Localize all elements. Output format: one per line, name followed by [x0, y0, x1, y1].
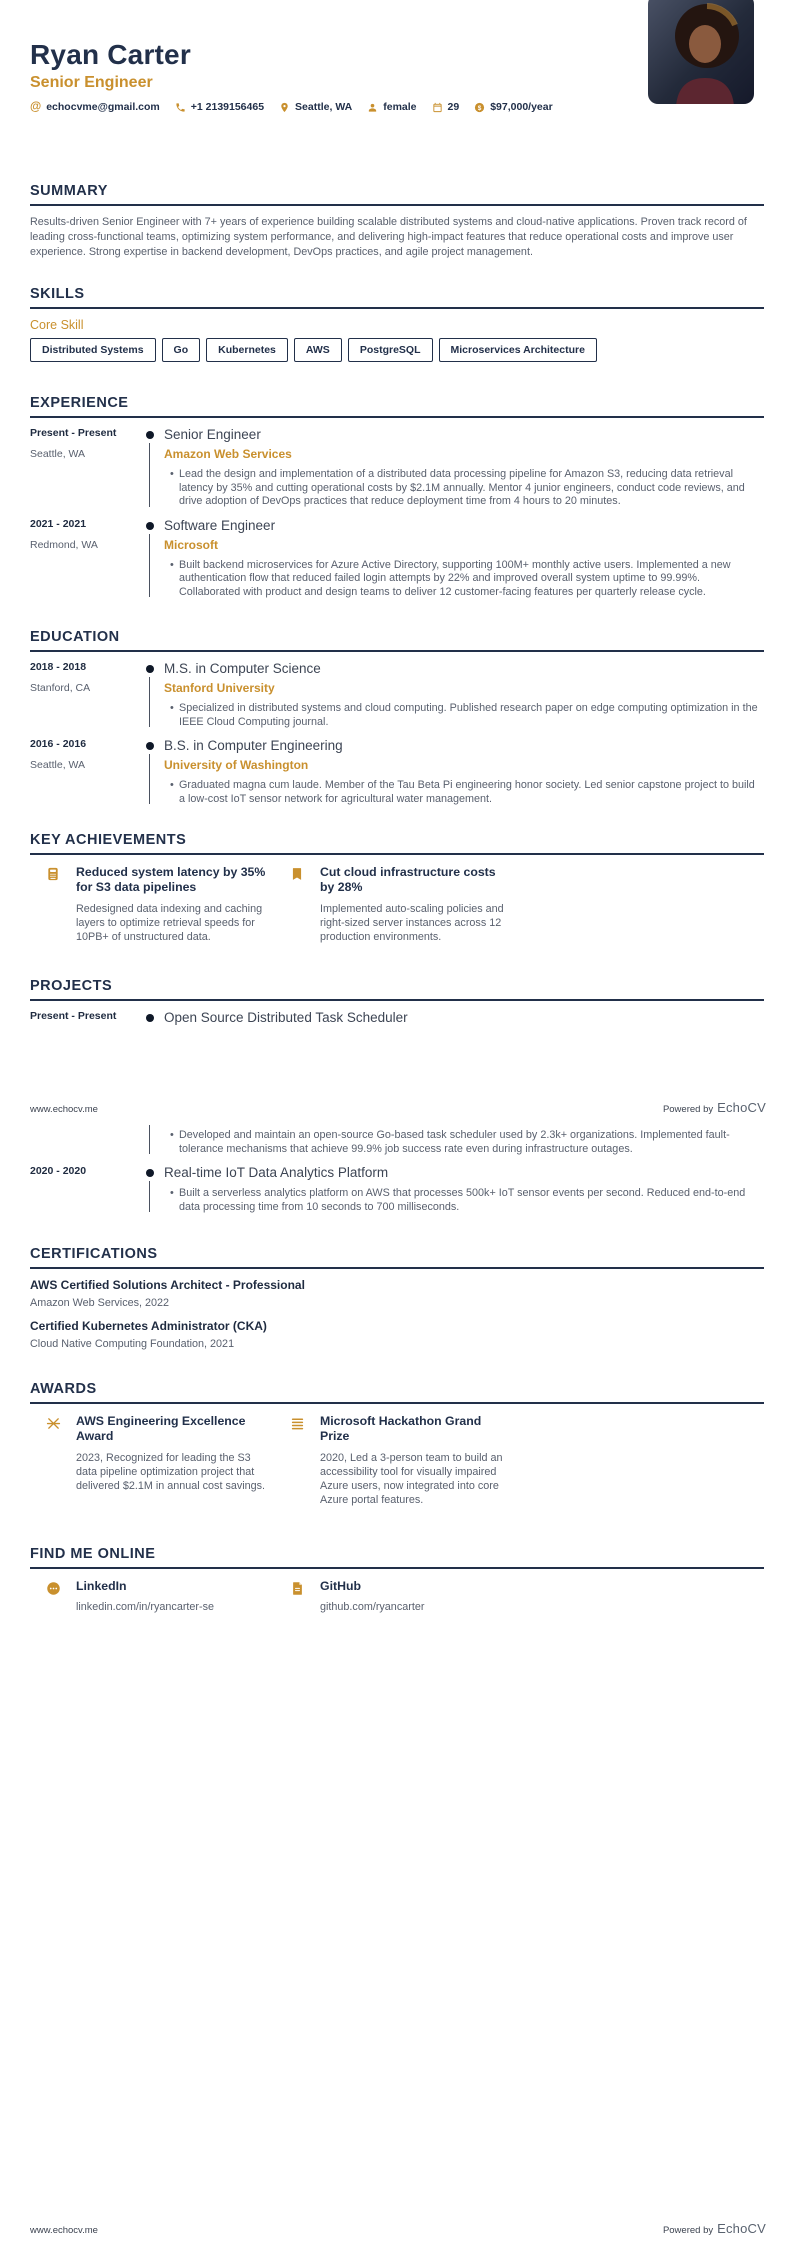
contact-email[interactable]: [30, 101, 160, 113]
section-skills: [30, 286, 764, 362]
online-profile-label: LinkedIn: [76, 1578, 127, 1593]
entry-meta: [30, 518, 140, 600]
online-grid: [30, 1579, 764, 1613]
entry-location: Stanford, CA: [30, 682, 91, 694]
summary-text: Results-driven Senior Engineer with 7+ years of experience building scalable distributed systems and cloud-native applications. Proven track record of leading cross-functional teams, optimizing system performance, and delivering high-impact features that reduce operational costs and improve user experience. Strong expertise in backend development, DevOps practices, and agile project management.: [30, 216, 747, 258]
entry-meta: [30, 1165, 140, 1214]
online-profile-url[interactable]: linkedin.com/in/ryancarter-se: [76, 1600, 215, 1613]
online-profile-text: [63, 1579, 268, 1613]
entry-school: Stanford University: [164, 681, 275, 695]
award-item: [30, 1414, 274, 1507]
entry-degree: M.S. in Computer Science: [164, 661, 321, 676]
entry-body: [160, 661, 764, 729]
contact-email-text: echocvme@gmail.com: [46, 101, 160, 113]
timeline-dot-icon: [146, 431, 154, 439]
section-education: [30, 629, 764, 806]
award-text: [307, 1414, 512, 1507]
entry-title: Software Engineer: [164, 517, 276, 533]
header: [30, 0, 764, 113]
timeline-dot-icon: [146, 1169, 154, 1177]
award-title: AWS Engineering Excellence Award: [76, 1414, 246, 1444]
entry-body: [160, 518, 764, 600]
award-item: [274, 1414, 518, 1507]
entry-school: University of Washington: [164, 758, 309, 772]
entry-body: [160, 1123, 764, 1156]
contact-phone[interactable]: [175, 101, 264, 113]
skill-tag: PostgreSQL: [348, 338, 433, 362]
entry-location: Seattle, WA: [30, 448, 86, 460]
footer-brand: EchoCV: [717, 2221, 766, 2236]
experience-entry: [30, 427, 764, 509]
footer-site-link[interactable]: www.echocv.me: [30, 1104, 98, 1115]
skill-tags: [30, 338, 764, 362]
section-certifications: [30, 1246, 764, 1351]
award-text: [63, 1414, 268, 1507]
contact-gender: [367, 101, 416, 113]
contact-location: [279, 101, 352, 113]
entry-company: Microsoft: [164, 537, 218, 552]
contact-age: [432, 101, 460, 113]
education-heading: EDUCATION: [30, 629, 764, 652]
skill-tag: AWS: [294, 338, 342, 362]
skills-group-label: Core Skill: [30, 318, 84, 332]
timeline-line: [149, 1181, 150, 1212]
section-experience: [30, 395, 764, 599]
timeline: [140, 1010, 160, 1026]
online-profile-text: [307, 1579, 512, 1613]
entry-meta: [30, 427, 140, 509]
footer-powered-prefix: Powered by: [662, 2225, 714, 2236]
entry-dates: 2018 - 2018: [30, 661, 87, 673]
skill-tag: Kubernetes: [206, 338, 288, 362]
entry-dates: 2021 - 2021: [30, 517, 87, 530]
page-footer: [30, 1100, 766, 1115]
achievement-description: Redesigned data indexing and caching layers to optimize retrieval speeds for 10PB+ of unstructured data.: [76, 903, 263, 943]
certifications-heading: CERTIFICATIONS: [30, 1246, 764, 1269]
section-projects: [30, 978, 764, 1214]
timeline: [140, 1165, 160, 1214]
entry-dates: 2020 - 2020: [30, 1165, 87, 1178]
entry-dates: Present - Present: [30, 1010, 117, 1023]
award-description: 2020, Led a 3-person team to build an accessibility tool for visually impaired Azure users, now integrated into core Azure portal features.: [320, 1452, 503, 1506]
timeline: [140, 1123, 160, 1156]
online-profile-label: GitHub: [320, 1578, 361, 1593]
timeline: [140, 738, 160, 806]
entry-bullet: • Built backend microservices for Azure Active Directory, supporting 100M+ monthly active users. Implemented a new authentication flow that reduced failed login attempts by 22% and improved overall system uptime to 99.99%. Collaborated with product and design teams to deliver 12 customer-facing features per quarterly release cycle.: [170, 559, 759, 600]
person-job-title: Senior Engineer: [30, 74, 153, 91]
skill-tag: Microservices Architecture: [439, 338, 597, 362]
entry-bullet: • Specialized in distributed systems and cloud computing. Published research paper on edge computing optimization in the IEEE Cloud Computing journal.: [170, 702, 759, 729]
svg-text:$: $: [477, 104, 482, 112]
achievement-description: Implemented auto-scaling policies and right-sized server instances across 12 production environments.: [320, 903, 504, 943]
person-name: Ryan Carter: [30, 39, 191, 70]
page-footer: [30, 2221, 766, 2236]
timeline-line: [149, 1125, 150, 1154]
entry-bullet: • Developed and maintain an open-source Go-based task scheduler used by 2.3k+ organizations. Implemented fault-tolerance mechanisms that achieve 99.9% job success rate even during infrastructure outages.: [170, 1129, 759, 1156]
entry-dates: 2016 - 2016: [30, 738, 87, 750]
achievement-text: [63, 865, 268, 944]
timeline-line: [149, 534, 150, 598]
achievement-item: [274, 865, 518, 944]
footer-powered: [663, 1100, 766, 1115]
timeline-dot-icon: [146, 522, 154, 530]
key-achievements-heading: KEY ACHIEVEMENTS: [30, 832, 764, 855]
timeline-line: [149, 443, 150, 507]
entry-bullet: • Lead the design and implementation of a distributed data processing pipeline for Amazon S3, reducing data retrieval latency by 35% and cutting operational costs by $2.1M annually. Mentor 4 junior engineers, conduct code reviews, and drive adoption of DevOps practices that reduce deployment time from 4 hours to 20 minutes.: [170, 468, 759, 509]
achievement-text: [307, 865, 512, 944]
footer-site-link[interactable]: www.echocv.me: [30, 2225, 98, 2236]
online-profile-github: [274, 1579, 518, 1613]
achievement-item: [30, 865, 274, 944]
entry-body: [160, 1010, 764, 1026]
entry-meta: [30, 1010, 140, 1026]
online-profile-linkedin: [30, 1579, 274, 1613]
contact-location-text: Seattle, WA: [295, 101, 353, 113]
contact-salary-text: $97,000/year: [490, 101, 553, 113]
age-icon: [432, 102, 443, 113]
gender-icon: [367, 102, 378, 113]
contact-phone-text: +1 2139156465: [190, 101, 265, 113]
chat-dots-icon: [46, 1579, 63, 1613]
skill-tag: Distributed Systems: [30, 338, 156, 362]
achievement-title: Reduced system latency by 35% for S3 data pipelines: [76, 865, 266, 894]
awards-heading: AWARDS: [30, 1381, 764, 1404]
project-title: Real-time IoT Data Analytics Platform: [164, 1165, 389, 1181]
section-awards: [30, 1381, 764, 1507]
skills-heading: SKILLS: [30, 286, 764, 309]
timeline-line: [149, 677, 150, 727]
project-entry: [30, 1165, 764, 1214]
entry-company: Amazon Web Services: [164, 447, 292, 461]
awards-grid: [30, 1414, 764, 1507]
location-icon: [279, 102, 290, 113]
entry-location: Seattle, WA: [30, 759, 86, 771]
project-title: Open Source Distributed Task Scheduler: [164, 1010, 408, 1026]
email-icon: @: [30, 100, 42, 113]
entry-meta: [30, 661, 140, 729]
timeline-dot-icon: [146, 1014, 154, 1022]
project-entry-continued: [30, 1123, 764, 1156]
document-icon: [290, 1579, 307, 1613]
summary-heading: SUMMARY: [30, 183, 764, 206]
phone-icon: [175, 102, 186, 113]
achievement-title: Cut cloud infrastructure costs by 28%: [320, 865, 496, 894]
section-key-achievements: [30, 832, 764, 944]
bookmark-icon: [290, 865, 307, 944]
projects-heading: PROJECTS: [30, 978, 764, 1001]
timeline: [140, 518, 160, 600]
entry-dates: Present - Present: [30, 427, 117, 439]
footer-brand: EchoCV: [717, 1100, 766, 1115]
education-entry: [30, 661, 764, 729]
timeline-line: [149, 754, 150, 804]
project-entry: [30, 1010, 764, 1026]
menu-lines-icon: [290, 1414, 307, 1507]
contact-gender-text: female: [383, 101, 417, 113]
footer-powered-prefix: Powered by: [662, 1104, 714, 1115]
entry-degree: B.S. in Computer Engineering: [164, 738, 343, 753]
online-profile-url[interactable]: github.com/ryancarter: [320, 1600, 425, 1613]
find-me-online-heading: FIND ME ONLINE: [30, 1546, 764, 1569]
entry-meta: [30, 738, 140, 806]
entry-body: [160, 1165, 764, 1214]
award-title: Microsoft Hackathon Grand Prize: [320, 1414, 482, 1444]
certification-title: Certified Kubernetes Administrator (CKA): [30, 1319, 267, 1334]
certification-title: AWS Certified Solutions Architect - Professional: [30, 1278, 305, 1293]
contact-salary: [474, 101, 552, 113]
skill-tag: Go: [162, 338, 201, 362]
achievements-grid: [30, 865, 764, 944]
entry-meta: [30, 1123, 140, 1156]
section-find-me-online: [30, 1546, 764, 1613]
entry-bullet: • Built a serverless analytics platform on AWS that processes 500k+ IoT sensor events per second. Reduced end-to-end data processing time from 10 seconds to 700 milliseconds.: [170, 1187, 759, 1214]
entry-body: [160, 427, 764, 509]
award-description: 2023, Recognized for leading the S3 data pipeline optimization project that delivered $2.1M in annual cost savings.: [76, 1452, 266, 1492]
calculator-icon: [46, 865, 63, 944]
entry-location: Redmond, WA: [30, 538, 98, 551]
experience-heading: EXPERIENCE: [30, 395, 764, 418]
education-entry: [30, 738, 764, 806]
experience-entry: [30, 518, 764, 600]
sparkle-icon: [46, 1414, 63, 1507]
footer-powered: [663, 2221, 766, 2236]
salary-icon: [474, 102, 485, 113]
timeline-dot-icon: [146, 742, 154, 750]
timeline: [140, 427, 160, 509]
entry-body: [160, 738, 764, 806]
certification-org: Cloud Native Computing Foundation, 2021: [30, 1338, 235, 1351]
entry-title: Senior Engineer: [164, 427, 261, 442]
contact-age-text: 29: [447, 101, 460, 113]
certification-org: Amazon Web Services, 2022: [30, 1297, 170, 1310]
timeline-dot-icon: [146, 665, 154, 673]
timeline: [140, 661, 160, 729]
entry-bullet: • Graduated magna cum laude. Member of the Tau Beta Pi engineering honor society. Led senior capstone project to build a low-cost IoT sensor network for agricultural water management.: [170, 779, 759, 806]
profile-photo: [648, 0, 754, 104]
section-summary: [30, 183, 764, 260]
